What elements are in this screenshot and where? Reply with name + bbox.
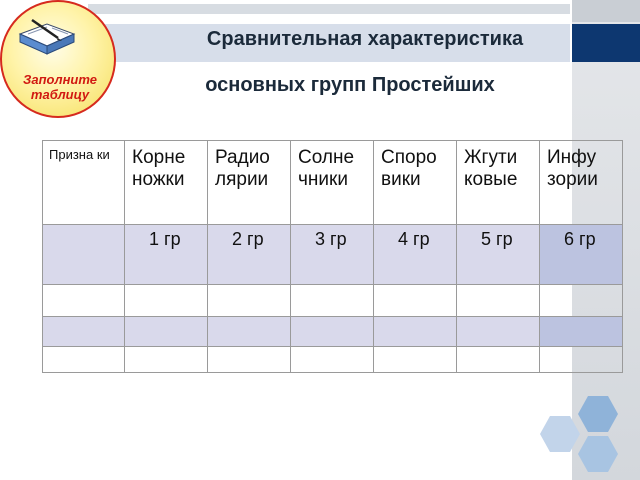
badge-text-line1: Заполните — [23, 72, 97, 87]
table-cell[interactable] — [540, 347, 623, 373]
table-cell[interactable] — [125, 285, 208, 317]
header-cell-rhizopoda: Корне ножки — [125, 141, 208, 225]
table-cell[interactable] — [43, 225, 125, 285]
task-badge — [0, 0, 116, 118]
table-cell[interactable] — [374, 285, 457, 317]
book-icon — [14, 14, 80, 64]
table-row — [43, 285, 623, 317]
table-cell[interactable] — [374, 317, 457, 347]
header-cell-ciliata: Инфу зории — [540, 141, 623, 225]
header-cell-heliozoa: Солне чники — [291, 141, 374, 225]
table-cell[interactable] — [208, 285, 291, 317]
table-cell[interactable] — [374, 347, 457, 373]
header-cell-flagellata: Жгути ковые — [457, 141, 540, 225]
slide-title-line1: Сравнительная характеристика — [206, 28, 524, 50]
table-cell[interactable] — [291, 285, 374, 317]
group-cell-1: 1 гр — [125, 225, 208, 285]
header-cell-radiolaria: Радио лярии — [208, 141, 291, 225]
title-bar-accent — [572, 24, 640, 62]
table-cell[interactable] — [43, 317, 125, 347]
header-cell-features: Призна ки — [43, 141, 125, 225]
badge-text — [4, 72, 116, 102]
group-cell-4: 4 гр — [374, 225, 457, 285]
table-cell[interactable] — [540, 285, 623, 317]
badge-text-line2: таблицу — [30, 87, 90, 102]
right-decor-strip-top — [572, 0, 640, 22]
table-cell[interactable] — [125, 317, 208, 347]
table-row — [43, 347, 623, 373]
table-cell[interactable] — [457, 317, 540, 347]
top-decor-bar — [88, 4, 570, 14]
table-header-row — [43, 141, 623, 225]
slide-title-line2: основных групп Простейших — [205, 74, 495, 96]
table-cell[interactable] — [125, 347, 208, 373]
group-cell-6: 6 гр — [540, 225, 623, 285]
table-cell[interactable] — [291, 317, 374, 347]
table-cell[interactable] — [208, 347, 291, 373]
table-cell[interactable] — [540, 317, 623, 347]
table-cell[interactable] — [43, 347, 125, 373]
table-row — [43, 317, 623, 347]
table-cell[interactable] — [457, 285, 540, 317]
group-cell-2: 2 гр — [208, 225, 291, 285]
table-cell[interactable] — [43, 285, 125, 317]
table-row — [43, 225, 623, 285]
table-cell[interactable] — [291, 347, 374, 373]
table-cell[interactable] — [457, 347, 540, 373]
header-cell-sporozoa: Споро вики — [374, 141, 457, 225]
group-cell-5: 5 гр — [457, 225, 540, 285]
comparison-table — [42, 140, 623, 373]
group-cell-3: 3 гр — [291, 225, 374, 285]
table-cell[interactable] — [208, 317, 291, 347]
